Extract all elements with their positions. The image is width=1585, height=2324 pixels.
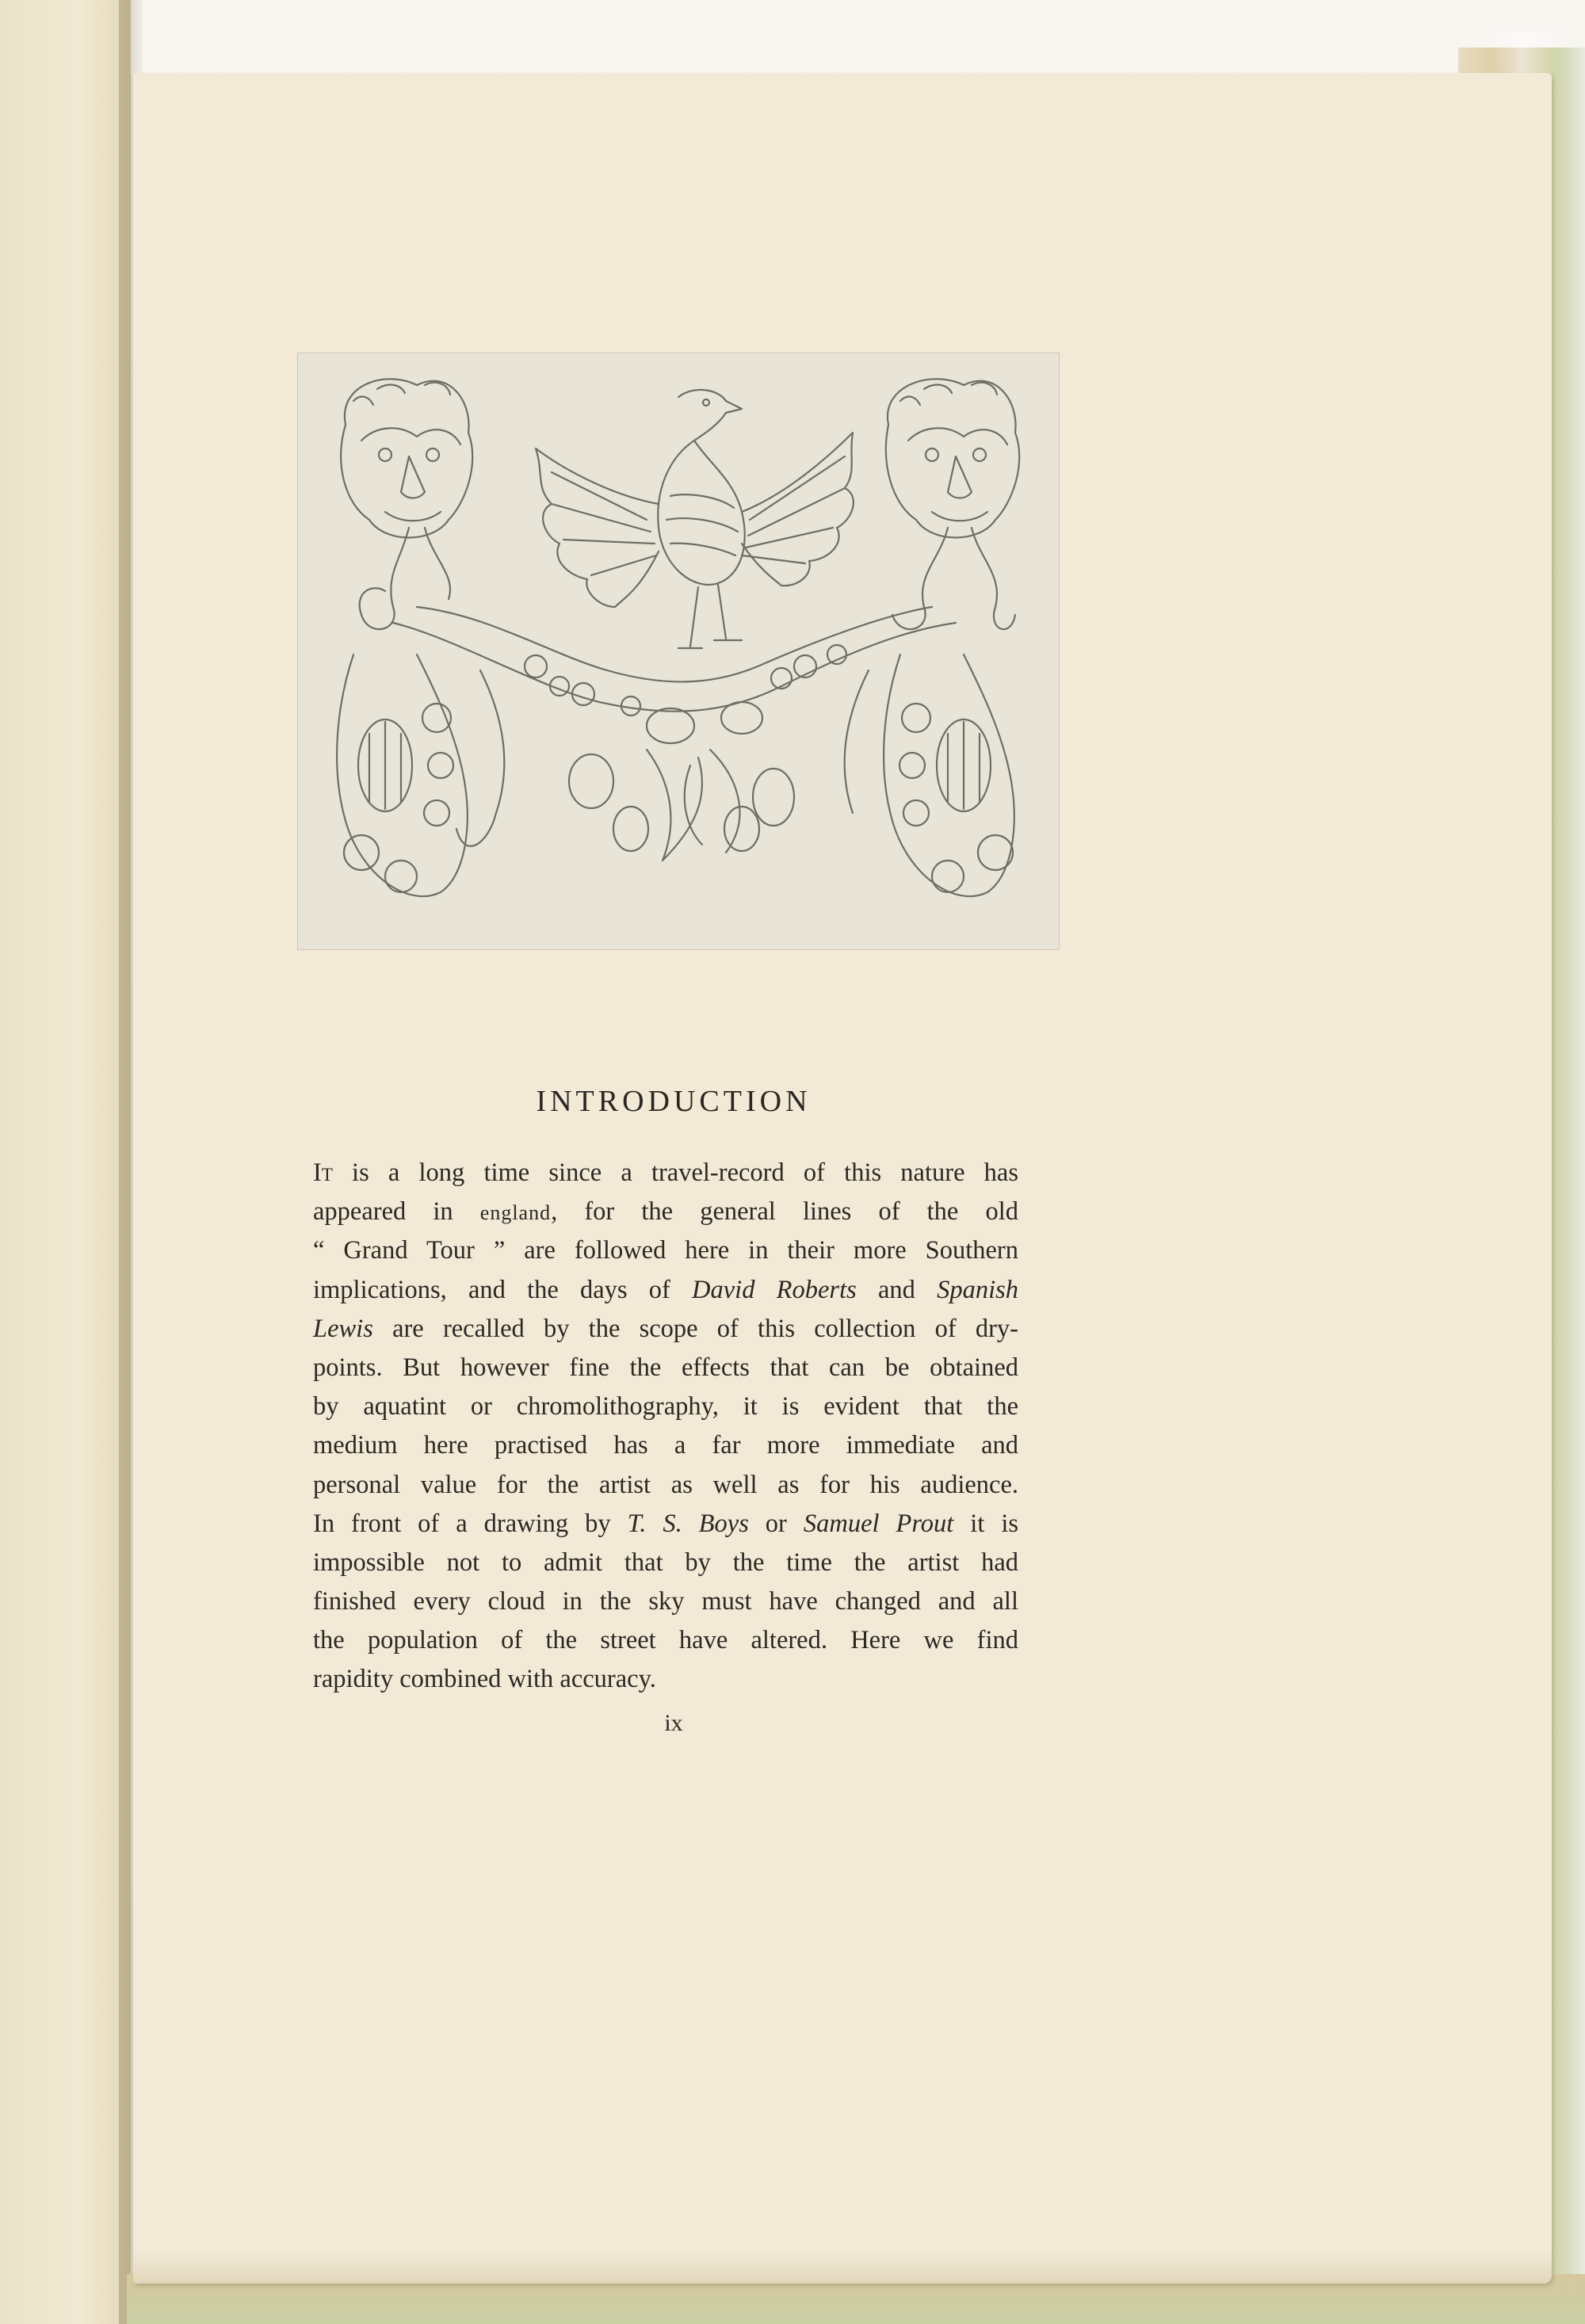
- drop-word: It: [313, 1158, 333, 1187]
- text-line: appeared in england, for the general lines of the old: [313, 1197, 1018, 1227]
- phoenix-bird-icon: [536, 390, 854, 648]
- text-line: impossible not to admit that by the time the artist had: [313, 1547, 1018, 1577]
- italic-name: David Roberts: [692, 1275, 857, 1304]
- text-line: by aquatint or chromolithography, it is evident that the: [313, 1392, 1018, 1421]
- text-line: “ Grand Tour ” are followed here in their more Southern: [313, 1236, 1018, 1265]
- text-line: medium here practised has a far more immediate and: [313, 1431, 1018, 1460]
- text-line: In front of a drawing by T. S. Boys or Samuel Prout it is: [313, 1509, 1018, 1538]
- left-lion-mask-icon: [341, 379, 472, 629]
- text-line: personal value for the artist as well as for his audience.: [313, 1470, 1018, 1499]
- italic-name: Spanish: [937, 1275, 1018, 1304]
- text-line: the population of the street have altered. Here we find: [313, 1626, 1018, 1655]
- italic-name: Samuel Prout: [803, 1509, 954, 1538]
- text-line: finished every cloud in the sky must have changed and all: [313, 1587, 1018, 1616]
- page-title: INTRODUCTION: [536, 1085, 812, 1118]
- small-caps-word: england: [479, 1201, 552, 1225]
- page-number: ix: [664, 1710, 683, 1736]
- engraving-illustration: [298, 353, 1059, 949]
- text-line: points. But however fine the effects that can be obtained: [313, 1353, 1018, 1382]
- right-lion-mask-icon: [886, 379, 1019, 629]
- text-line: rapidity combined with accuracy.: [313, 1665, 656, 1694]
- engraved-headpiece: [297, 353, 1060, 950]
- italic-name: T. S. Boys: [627, 1509, 749, 1538]
- text-line: Lewis are recalled by the scope of this collection of dry-: [313, 1314, 1018, 1343]
- italic-name: Lewis: [313, 1314, 373, 1343]
- text-line: It is a long time since a travel-record of this nature has: [313, 1158, 1018, 1187]
- right-fruit-drop-icon: [845, 654, 1014, 896]
- introduction-paragraph: [313, 1154, 1018, 1700]
- left-page: [0, 0, 131, 2324]
- left-fruit-drop-icon: [337, 654, 504, 896]
- fruit-garland-icon: [393, 607, 956, 861]
- text-line: implications, and the days of David Roberts and Spanish: [313, 1275, 1018, 1304]
